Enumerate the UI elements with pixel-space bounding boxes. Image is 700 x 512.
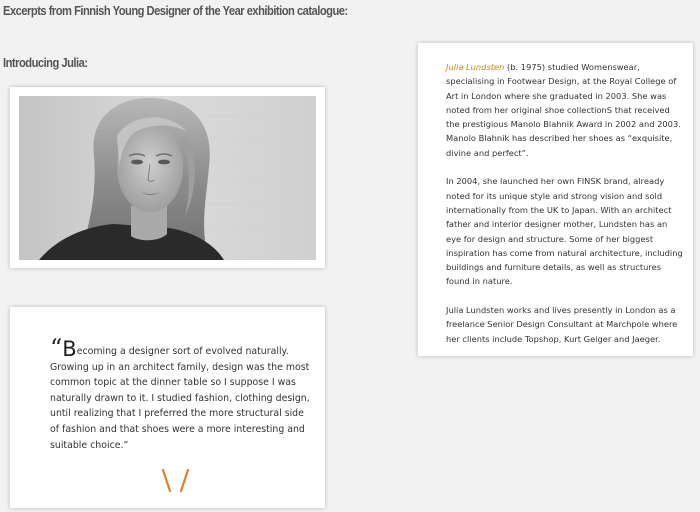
quote-open-mark: “ — [50, 334, 63, 362]
bio-paragraph-1-body: (b. 1975) studied Womenswear, specialising in Footwear Design, at the Royal College of Art in London where she graduated in 2003. She was noted from her original shoe collectionS that received the prestigious Manolo Blahnik Award in 2002 and 2003. Manolo Blahnik has described her shoes as “exquisite, divine and perfect”. — [446, 62, 681, 158]
bio-paragraph-2: In 2004, she launched her own FINSK brand, already noted for its unique style and strong vision and sold internationally from the UK to Japan. With an architect father and interior designer mother, Lundsten has an eye for design and structure. Some of her biggest inspiration has come from natural architecture, including buildings and furniture details, as well as structures found in nature. — [446, 176, 683, 287]
quote-text-block — [50, 334, 312, 453]
bio-paragraph-3: Julia Lundsten works and lives presently in London as a freelance Senior Design Consultant at Marchpole where her clients include Topshop, Kurt Geiger and Jaeger. — [446, 305, 678, 344]
intro-title: Introducing Julia: — [3, 55, 88, 70]
bio-paragraph-1 — [446, 60, 684, 160]
quote-card — [10, 307, 325, 508]
quote-body: ecoming a designer sort of evolved naturally. Growing up in an architect family, design was the most common topic at the dinner table so I suppose I was naturally drawn to it. I studied fashion, clothing design, until realizing that I preferred the more structural side of fashion and that shoes were a more interesting and suitable choice.” — [50, 346, 310, 451]
catalogue-title: Excerpts from Finnish Young Designer of the Year exhibition catalogue: — [3, 3, 348, 18]
portrait-card — [10, 87, 325, 268]
designer-name: Julia Lundsten — [446, 62, 505, 72]
quote-accent-icon — [157, 467, 193, 493]
portrait-photo — [19, 96, 316, 260]
portrait-illustration — [19, 96, 316, 260]
biography-card — [418, 43, 693, 356]
biography-text — [446, 60, 684, 360]
quote-drop-letter: B — [62, 337, 77, 361]
